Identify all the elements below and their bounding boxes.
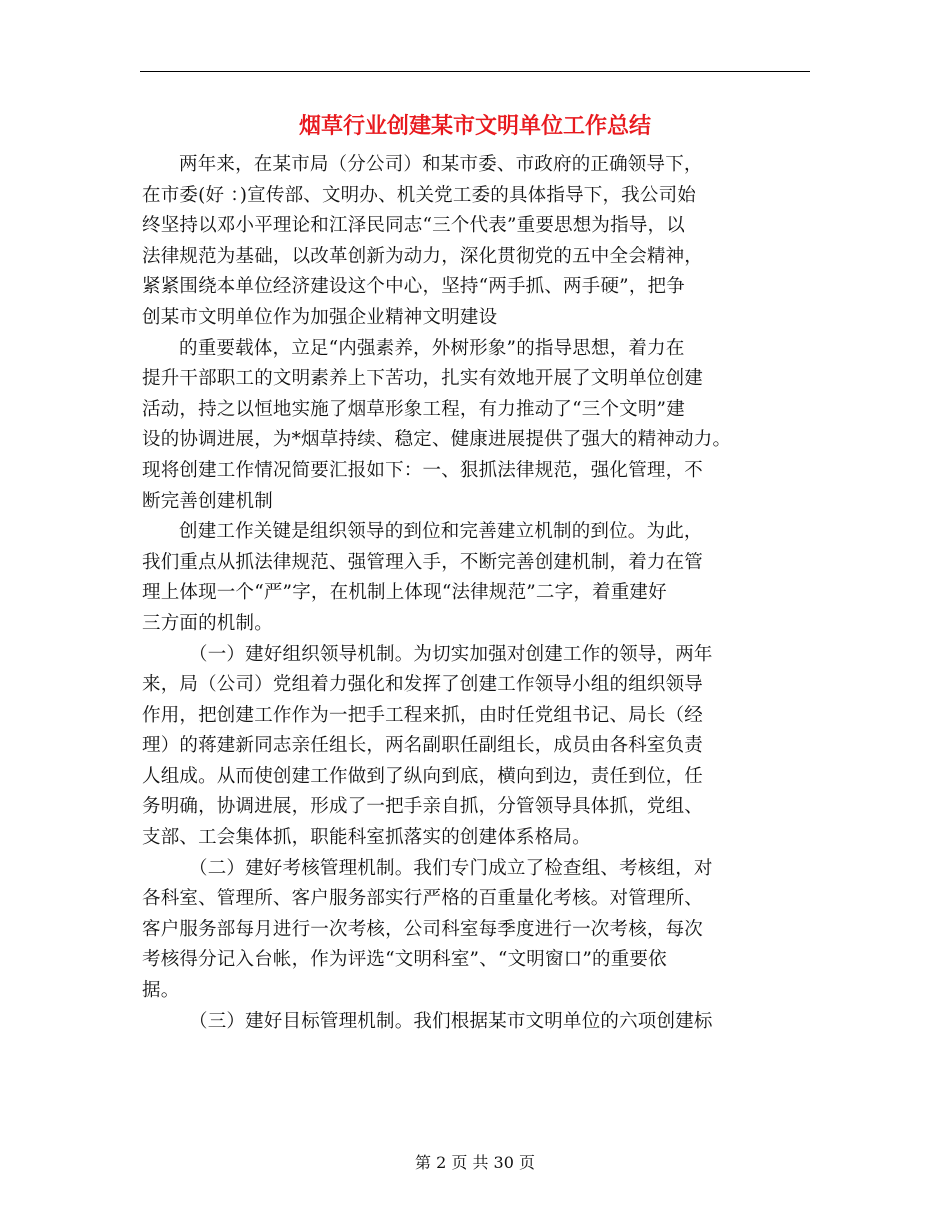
text-line: 终坚持以邓小平理论和江泽民同志“三个代表”重要思想为指导，以: [142, 215, 685, 237]
text-line: 活动，持之以恒地实施了烟草形象工程，有力推动了“三个文明”建: [142, 398, 685, 420]
text-line: 各科室、管理所、客户服务部实行严格的百重量化考核。对管理所、: [142, 888, 704, 910]
text-line: 的重要载体，立足“内强素养，外树形象”的指导思想，着力在: [179, 337, 685, 359]
text-line: 提升干部职工的文明素养上下苦功，扎实有效地开展了文明单位创建: [142, 368, 704, 390]
document-title: 烟草行业创建某市文明单位工作总结: [298, 113, 651, 139]
text-line: 现将创建工作情况简要汇报如下：一、狠抓法律规范，强化管理，不: [142, 459, 704, 481]
text-line: 考核得分记入台帐，作为评选“文明科室”、“文明窗口”的重要依: [142, 949, 667, 971]
text-line: （一）建好组织领导机制。为切实加强对创建工作的领导，两年: [189, 643, 713, 665]
document-body: [142, 150, 814, 1037]
text-line: 据。: [142, 980, 180, 1002]
text-line: 法律规范为基础，以改革创新为动力，深化贯彻党的五中全会精神，: [142, 245, 704, 267]
text-line: 支部、工会集体抓，职能科室抓落实的创建体系格局。: [142, 827, 591, 849]
text-line: （三）建好目标管理机制。我们根据某市文明单位的六项创建标: [189, 1010, 713, 1032]
text-line: 我们重点从抓法律规范、强管理入手，不断完善创建机制，着力在管: [142, 551, 704, 573]
text-line: 人组成。从而使创建工作做到了纵向到底，横向到边，责任到位，任: [142, 765, 704, 787]
text-line: 紧紧围绕本单位经济建设这个中心，坚持“两手抓、两手硬”，把争: [142, 276, 685, 298]
text-line: 创建工作关键是组织领导的到位和完善建立机制的到位。为此，: [179, 521, 703, 543]
text-line: 作用，把创建工作作为一把手工程来抓，由时任党组书记、局长（经: [142, 704, 704, 726]
text-line: 两年来，在某市局（分公司）和某市委、市政府的正确领导下，: [179, 154, 703, 175]
text-line: 在市委(好 ：)宣传部、文明办、机关党工委的具体指导下，我公司始: [142, 184, 696, 206]
text-line: 客户服务部每月进行一次考核，公司科室每季度进行一次考核，每次: [142, 918, 704, 940]
text-line: 务明确，协调进展，形成了一把手亲自抓，分管领导具体抓，党组、: [142, 796, 704, 818]
page-number: 第 2 页 共 30 页: [415, 1153, 535, 1172]
text-line: 三方面的机制。: [142, 612, 273, 634]
text-line: 理）的蒋建新同志亲任组长，两名副职任副组长，成员由各科室负责: [142, 735, 704, 757]
text-line: 创某市文明单位作为加强企业精神文明建设: [142, 306, 498, 328]
text-line: 理上体现一个“严”字，在机制上体现“法律规范”二字，着重建好: [142, 582, 667, 604]
text-line: （二）建好考核管理机制。我们专门成立了检查组、考核组，对: [189, 857, 713, 879]
header-rule: [140, 71, 810, 72]
text-line: 来，局（公司）党组着力强化和发挥了创建工作领导小组的组织领导: [142, 674, 704, 696]
text-line: 断完善创建机制: [142, 490, 273, 512]
text-line: 设的协调进展，为*烟草持续、稳定、健康进展提供了强大的精神动力。: [142, 429, 732, 451]
